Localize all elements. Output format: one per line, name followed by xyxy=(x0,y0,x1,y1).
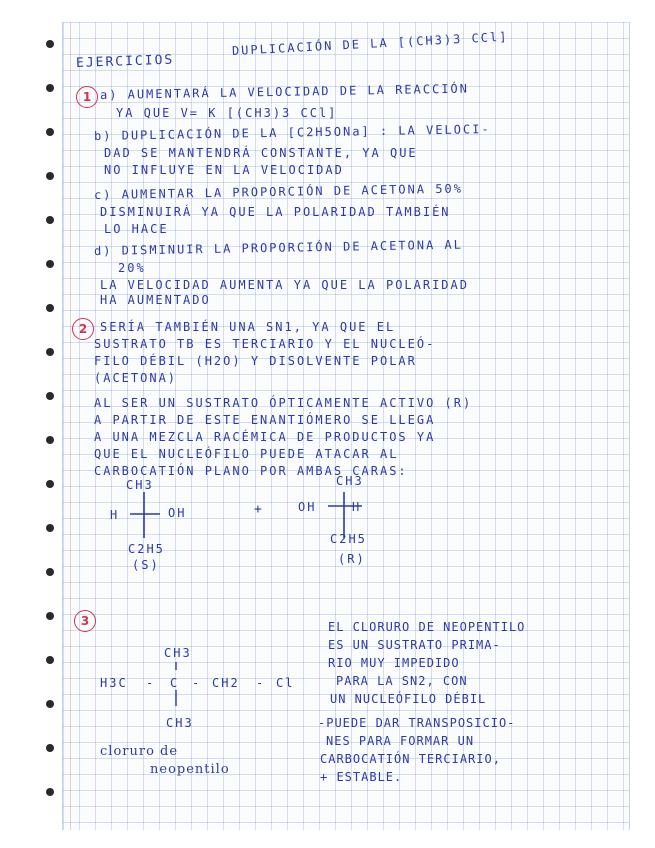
exercise-number-1: 1 xyxy=(76,86,98,108)
binder-hole xyxy=(46,128,54,136)
binder-hole xyxy=(46,480,54,488)
product-s-right: OH xyxy=(168,506,187,520)
exercise3-line-3: RIO MUY IMPEDIDO xyxy=(328,656,460,670)
page-title: EJERCICIOS xyxy=(75,52,175,71)
exercise3-line-5: UN NUCLEÓFILO DÉBIL xyxy=(330,692,487,706)
binder-hole xyxy=(46,524,54,532)
neopentyl-center: C xyxy=(170,676,180,690)
product-r-left: OH xyxy=(298,500,317,514)
answer-b-line-2: DAD SE MANTENDRÁ CONSTANTE, YA QUE xyxy=(104,146,418,160)
answer-c-line-3: LO HACE xyxy=(104,222,169,236)
binder-hole xyxy=(46,304,54,312)
binder-hole xyxy=(46,436,54,444)
product-s-bottom: C2H5 xyxy=(128,542,165,556)
binder-hole xyxy=(46,84,54,92)
exercise2-para2-line-5: CARBOCATIÓN PLANO POR AMBAS CARAS: xyxy=(94,464,408,478)
binder-hole xyxy=(46,744,54,752)
product-s-top: CH3 xyxy=(126,478,154,492)
compound-name-line-1: cloruro de xyxy=(100,744,179,759)
binder-hole xyxy=(46,700,54,708)
exercise2-para2-line-2: A PARTIR DE ESTE ENANTIÓMERO SE LLEGA xyxy=(94,413,436,427)
answer-d-line-2: 20% xyxy=(118,261,146,275)
exercise2-line-3: FILO DÉBIL (H2O) Y DISOLVENTE POLAR xyxy=(94,354,417,368)
answer-b-line-3: NO INFLUYE EN LA VELOCIDAD xyxy=(104,163,344,177)
answer-d-line-1: d) DISMINUIR LA PROPORCIÓN DE ACETONA AL xyxy=(93,237,464,258)
neopentyl-bond-2: - xyxy=(192,676,202,690)
exercise2-line-4: (ACETONA) xyxy=(94,371,178,385)
neopentyl-right: CH2 xyxy=(212,676,240,690)
exercise2-line-2: SUSTRATO TB ES TERCIARIO Y EL NUCLEÓ- xyxy=(94,337,436,351)
binder-hole xyxy=(46,172,54,180)
margin-line xyxy=(70,22,71,830)
neopentyl-chloro: Cl xyxy=(276,676,295,690)
exercise2-line-1: SERÍA TAMBIÉN UNA SN1, YA QUE EL xyxy=(100,320,396,334)
exercise3-para2-line-1: -PUEDE DAR TRANSPOSICIO- xyxy=(318,716,516,730)
neopentyl-left: H3C xyxy=(100,676,128,690)
binder-hole xyxy=(46,568,54,576)
answer-a-line-2: YA QUE V= K [(CH3)3 CCl] xyxy=(116,106,338,120)
exercise2-para2-line-4: QUE EL NUCLEÓFILO PUEDE ATACAR AL xyxy=(94,447,399,461)
exercise3-para2-line-4: + ESTABLE. xyxy=(320,770,403,784)
page-subtitle: DUPLICACIÓN DE LA [(CH3)3 CCl] xyxy=(231,29,509,58)
binder-hole xyxy=(46,656,54,664)
product-s-config: (S) xyxy=(132,558,160,572)
exercise3-para2-line-2: NES PARA FORMAR UN xyxy=(326,734,475,748)
exercise2-para2-line-3: A UNA MEZCLA RACÉMICA DE PRODUCTOS YA xyxy=(94,430,436,444)
answer-c-line-1: c) AUMENTAR LA PROPORCIÓN DE ACETONA 50% xyxy=(93,181,464,202)
binder-hole xyxy=(46,788,54,796)
plus-sign: + xyxy=(254,502,264,517)
exercise2-para2-line-1: AL SER UN SUSTRATO ÓPTICAMENTE ACTIVO (R) xyxy=(94,396,473,410)
product-s-left: H xyxy=(110,508,120,522)
binder-hole xyxy=(46,216,54,224)
compound-name-line-2: neopentilo xyxy=(150,762,230,777)
binder-hole xyxy=(46,260,54,268)
answer-a-line-1: a) AUMENTARÁ LA VELOCIDAD DE LA REACCIÓN xyxy=(99,81,470,102)
answer-c-line-2: DISMINUIRÁ YA QUE LA POLARIDAD TAMBIÉN xyxy=(100,205,451,219)
exercise3-para2-line-3: CARBOCATIÓN TERCIARIO, xyxy=(320,752,501,766)
product-r-right: H xyxy=(352,500,362,514)
answer-b-line-1: b) DUPLICACIÓN DE LA [C2H5ONa] : LA VELOCI- xyxy=(93,122,491,143)
product-r-config: (R) xyxy=(338,552,366,566)
exercise3-line-1: EL CLORURO DE NEOPENTILO xyxy=(328,620,526,634)
answer-d-line-4: HA AUMENTADO xyxy=(100,293,211,307)
product-r-top: CH3 xyxy=(336,474,364,488)
product-r-bottom: C2H5 xyxy=(330,532,367,546)
binder-hole xyxy=(46,40,54,48)
exercise-number-3: 3 xyxy=(74,610,96,632)
binder-hole xyxy=(46,392,54,400)
binder-hole xyxy=(46,348,54,356)
neopentyl-bond-1: - xyxy=(146,676,156,690)
neopentyl-top: CH3 xyxy=(164,646,192,660)
answer-d-line-3: LA VELOCIDAD AUMENTA YA QUE LA POLARIDAD xyxy=(100,278,469,292)
exercise3-line-2: ES UN SUSTRATO PRIMA- xyxy=(328,638,501,652)
exercise3-line-4: PARA LA SN2, CON xyxy=(336,674,468,688)
binder-hole xyxy=(46,612,54,620)
exercise-number-2: 2 xyxy=(72,318,94,340)
neopentyl-bottom: CH3 xyxy=(166,716,194,730)
neopentyl-bond-3: - xyxy=(256,676,266,690)
